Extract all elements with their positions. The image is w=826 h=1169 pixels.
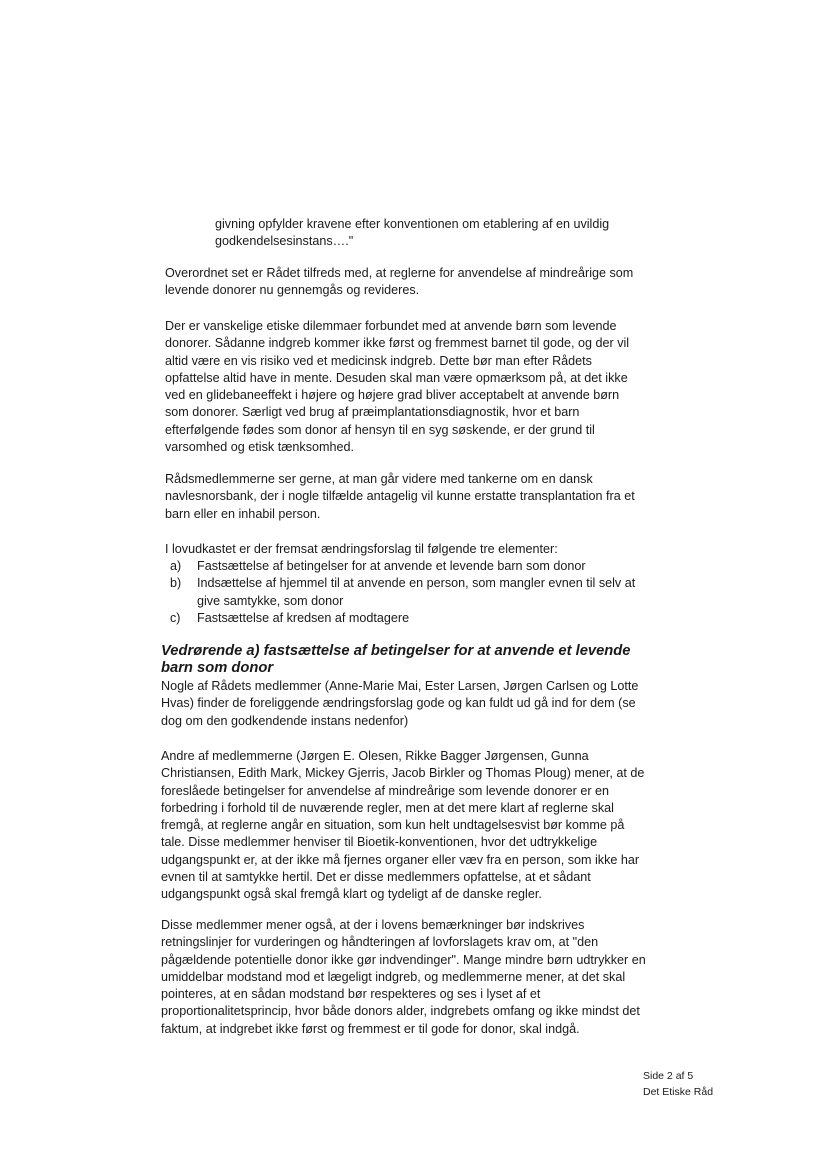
- list-item-text: Fastsættelse af betingelser for at anvende et levende barn som donor: [197, 559, 586, 573]
- list-marker: c): [170, 610, 181, 625]
- paragraph-overall-assessment: Overordnet set er Rådet tilfreds med, at reglerne for anvendelse af mindreårige som levende donorer nu gennemgås og revideres.: [165, 266, 634, 298]
- list-item: [170, 558, 650, 575]
- organization-name: Det Etiske Råd: [643, 1086, 714, 1098]
- paragraph-other-members: Andre af medlemmerne (Jørgen E. Olesen, Rikke Bagger Jørgensen, Gunna Christiansen, Edith Mark, Mickey Gjerris, Jacob Birkler og Thomas Ploug) mener, at de foreslåede betingelser for anvendelse af mindreårige som levende donorer er en forbedring i forhold til de nuværende regler, men at det mere klart af reglerne skal fremgå, at reglerne angår en situation, som kun helt undtagelsesvist bør komme på tale. Disse medlemmer henviser til Bioetik-konventionen, hvor det udtrykkelige udgangspunkt er, at der ikke må fjernes organer eller væv fra en person, som ikke har evnen til at samtykke hertil. Det er disse medlemmers opfattelse, at et sådant udgangspunkt også skal fremgå klart og tydeligt af de danske regler.: [161, 749, 645, 902]
- list-item: [170, 575, 650, 610]
- paragraph-cord-blood-bank: Rådsmedlemmerne ser gerne, at man går videre med tankerne om en dansk navlesnorsbank, der i nogle tilfælde antagelig vil kunne erstatte transplantation fra et barn eller en inhabil person.: [165, 472, 635, 521]
- list-marker: a): [170, 559, 182, 573]
- list-item-text: Fastsættelse af kredsen af modtagere: [197, 610, 410, 625]
- amendment-list: [170, 558, 650, 627]
- paragraph-ethical-dilemmas: Der er vanskelige etiske dilemmaer forbundet med at anvende børn som levende donorer. Sådanne indgreb kommer ikke først og fremmest barnet til gode, og der vil altid være en vis risiko ved et medicinsk indgreb. Dette bør man efter Rådets opfattelse altid have in mente. Desuden skal man være opmærksom på, at det ikke ved en glidebaneeffekt i højere og højere grad bliver acceptabelt at anvende børn som donorer. Særligt ved brug af præimplantationsdiagnostik, hvor et barn efterfølgende fødes som donor af hensyn til en syg søskende, er der grund til varsomhed og etisk tænksomhed.: [165, 319, 630, 455]
- quote-continuation: givning opfylder kravene efter konventionen om etablering af en uvildig godkendelsesinstans….": [215, 217, 610, 249]
- paragraph-members-support: Nogle af Rådets medlemmer (Anne-Marie Mai, Ester Larsen, Jørgen Carlsen og Lotte Hvas) finder de foreliggende ændringsforslag gode og kan fuldt ud gå ind for dem (se dog om den godkendende instans nedenfor): [161, 679, 639, 728]
- list-item-text: Indsættelse af hjemmel til at anvende en person, som mangler evnen til selv at give samtykke, som donor: [197, 576, 636, 608]
- page-number: Side 2 af 5: [643, 1070, 694, 1082]
- section-heading: Vedrørende a) fastsættelse af betingelser for at anvende et levende barn som donor: [161, 643, 631, 677]
- paragraph-guidelines: Disse medlemmer mener også, at der i lovens bemærkninger bør indskrives retningslinjer for vurderingen og håndteringen af lovforslagets krav om, at "den pågældende potentielle donor ikke gør indvendinger". Mange mindre børn udtrykker en umiddelbar modstand mod et lægeligt indgreb, og medlemmerne mener, at det skal pointeres, at en sådan modstand bør respekteres og ses i lyset af et proportionalitetsprincip, hvor både donors alder, indgrebets omfang og ikke mindst det faktum, at indgrebet ikke først og fremmest er til gode for donor, skal indgå.: [161, 918, 646, 1036]
- list-item: [170, 610, 650, 627]
- page-footer: [643, 1068, 713, 1100]
- list-marker: b): [170, 576, 182, 591]
- paragraph-list-intro: I lovudkastet er der fremsat ændringsforslag til følgende tre elementer:: [165, 542, 558, 556]
